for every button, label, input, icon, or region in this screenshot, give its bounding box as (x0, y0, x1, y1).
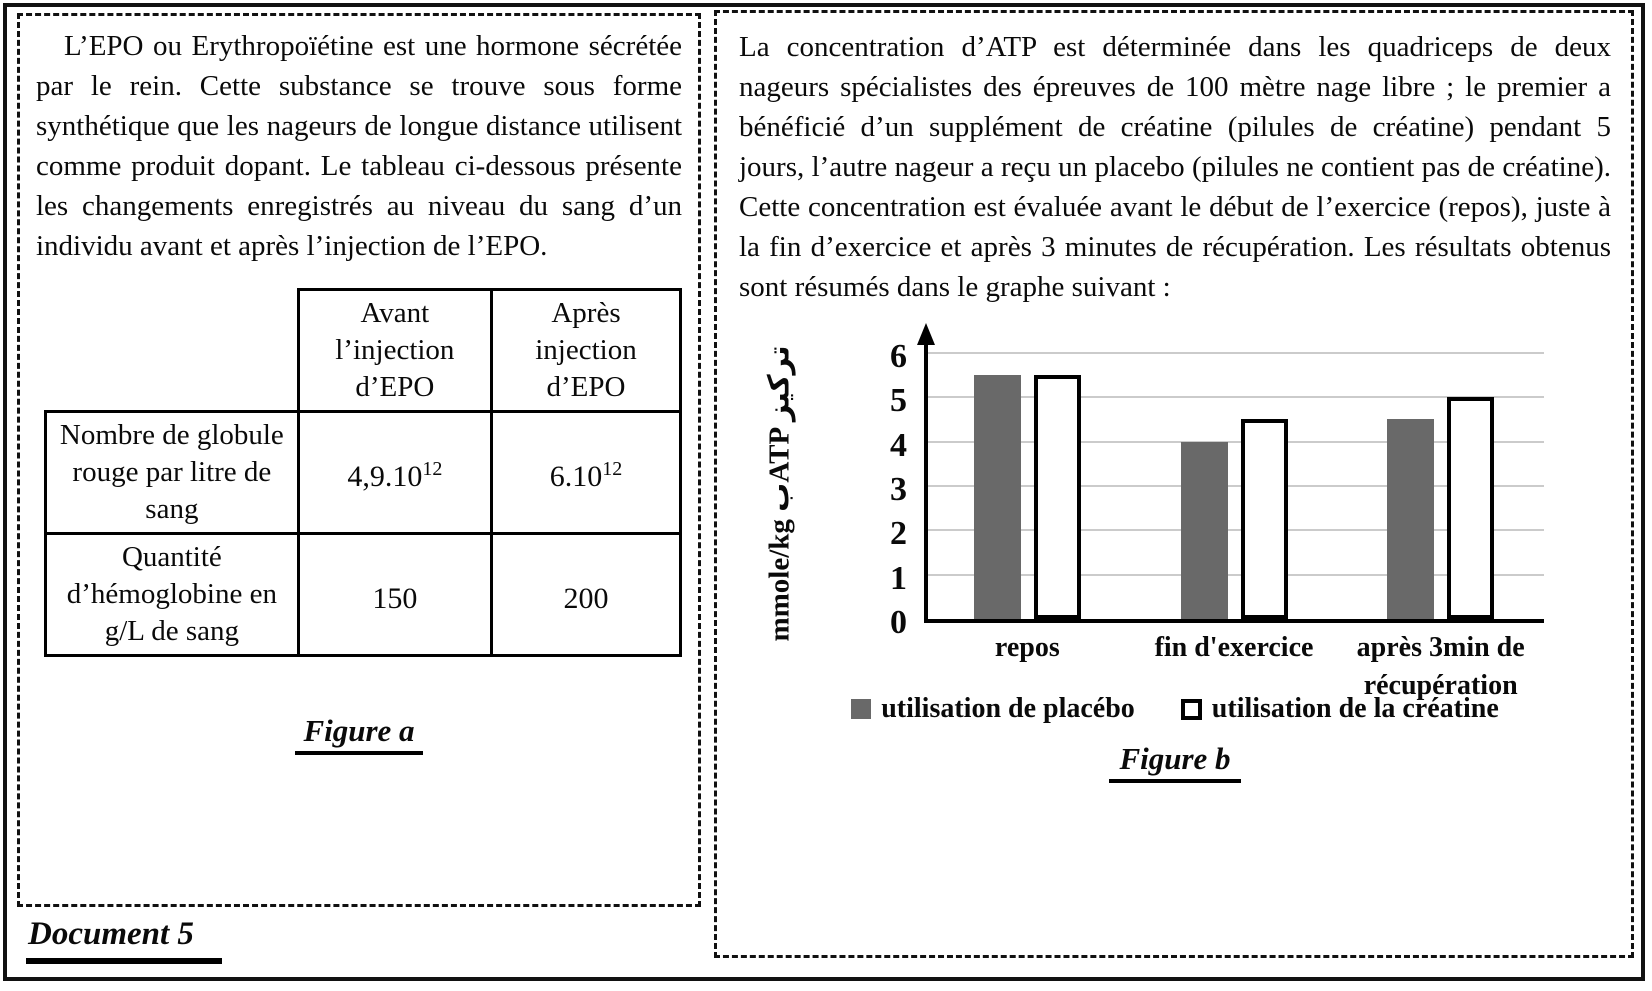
bar-placebo (974, 375, 1021, 619)
bar-group-1 (924, 357, 1131, 619)
y-tick-1: 1 (890, 559, 907, 597)
table-row-hemoglobine (46, 534, 681, 656)
value-exponent: 12 (602, 457, 623, 480)
bar-groups (924, 357, 1544, 619)
value-base: 150 (372, 581, 418, 615)
value-base: 6.10 (549, 459, 603, 493)
bar-creatine (1447, 397, 1494, 619)
figure-a-caption-text: Figure a (295, 713, 422, 755)
legend-label: utilisation de la créatine (1211, 693, 1499, 724)
bar-creatine (1034, 375, 1081, 619)
y-tick-5: 5 (890, 382, 907, 420)
row-label-globules: Nombre de globule rouge par litre de sang (46, 412, 299, 534)
right-panel-atp (714, 10, 1634, 958)
value-base: 4,9.10 (347, 459, 423, 493)
epo-table (44, 288, 682, 657)
y-axis-label-wrap (753, 343, 805, 643)
figure-b-caption-text: Figure b (1109, 741, 1240, 783)
y-tick-3: 3 (890, 471, 907, 508)
y-tick-labels (845, 338, 907, 641)
x-tick-2: fin d'exercice (1154, 632, 1314, 663)
y-tick-6: 6 (890, 338, 907, 375)
value-base: 200 (563, 581, 609, 615)
row-label-hemoglobine: Quantité d’hémoglobine en g/L de sang (46, 534, 299, 656)
bar-group-2 (1131, 357, 1338, 619)
legend-swatch-icon (851, 699, 871, 719)
table-corner-cell (46, 290, 299, 412)
epo-paragraph: L’EPO ou Erythropoïétine est une hormone sécrétée par le rein. Cette substance se trouve sous forme synthétique que les nageurs de longue distance utilisent comme produit dopant. Le tableau ci-dessous présente les changements enregistrés au niveau du sang d’un individu avant et après l’injection de l’EPO. (36, 30, 682, 262)
chart-plot (924, 357, 1544, 623)
table-row-globules (46, 412, 681, 534)
y-axis-arrow-icon (917, 323, 935, 345)
value-globules-avant (298, 412, 491, 534)
x-tick-1: repos (994, 632, 1060, 663)
col-header-apres-injection: Après injection d’EPO (491, 290, 680, 412)
atp-bar-chart (739, 331, 1611, 701)
left-panel-epo (17, 13, 701, 907)
legend-label: utilisation de placébo (881, 693, 1135, 724)
bar-group-3 (1337, 357, 1544, 619)
bar-creatine (1241, 419, 1288, 619)
table-header-row (46, 290, 681, 412)
x-tick-labels (924, 629, 1544, 705)
y-axis-label: mmole/kg بATP تركيز (763, 344, 796, 642)
gridline-6 (924, 352, 1544, 354)
figure-a-caption (36, 713, 682, 749)
y-tick-4: 4 (890, 426, 907, 464)
document-label: Document 5 (26, 916, 222, 964)
y-tick-0: 0 (890, 604, 907, 641)
y-axis-line (924, 343, 928, 619)
bar-placebo (1181, 442, 1228, 619)
col-header-avant-injection: Avant l’injection d’EPO (298, 290, 491, 412)
value-exponent: 12 (422, 457, 443, 480)
value-hemoglobine-avant (298, 534, 491, 656)
figure-b-caption (739, 741, 1611, 777)
bar-placebo (1387, 419, 1434, 619)
atp-paragraph: La concentration d’ATP est déterminée dans les quadriceps de deux nageurs spécialistes des épreuves de 100 mètre nage libre ; le premier a bénéficié d’un supplément de créatine (pilules de créatine) pendant 5 jours, l’autre nageur a reçu un placebo (pilules ne contient pas de créatine). Cette concentration est évaluée avant le début de l’exercice (repos), juste à la fin d’exercice et après 3 minutes de récupération. Les résultats obtenus sont résumés dans le graphe suivant : (739, 31, 1611, 303)
y-tick-2: 2 (890, 515, 907, 553)
value-hemoglobine-apres (491, 534, 680, 656)
value-globules-apres (491, 412, 680, 534)
x-tick-3: après 3min de récupération (1356, 632, 1525, 701)
